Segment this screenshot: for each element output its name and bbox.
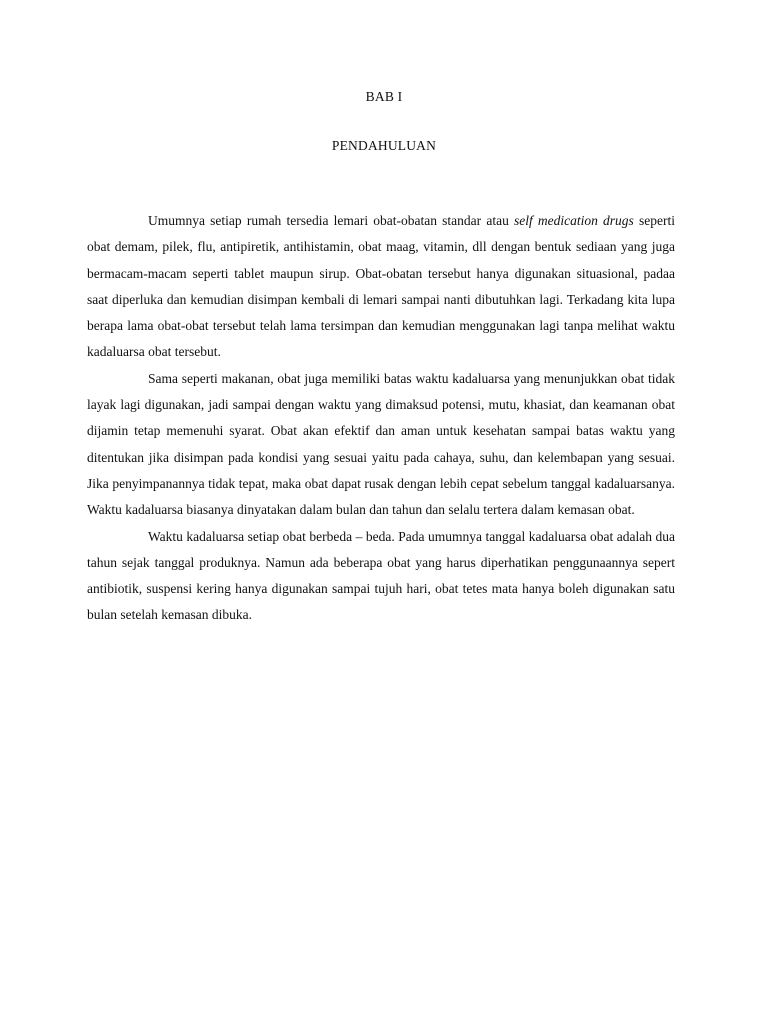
chapter-title: PENDAHULUAN	[331, 138, 437, 153]
paragraph-2: Sama seperti makanan, obat juga memiliki batas waktu kadaluarsa yang menunjukkan obat tidak layak lagi digunakan, jadi sampai dengan waktu yang dimaksud potensi, mutu, khasiat, dan keamanan obat dijamin tetap memenuhi syarat. Obat akan efektif dan aman untuk kesehatan sampai batas waktu yang ditentukan jika disimpan pada kondisi yang sesuai yaitu pada cahaya, suhu, dan kelembapan yang sesuai. Jika penyimpanannya tidak tepat, maka obat dapat rusak dengan lebih cepat sebelum tanggal kadaluarsanya. Waktu kadaluarsa biasanya dinyatakan dalam bulan dan tahun dan selalu tertera dalam kemasan obat.	[87, 370, 675, 518]
paragraph-1-text-start: Umumnya setiap rumah tersedia lemari obat-obatan standar atau	[148, 213, 514, 228]
chapter-heading: BAB I	[365, 89, 403, 104]
paragraph-1-text-end: seperti obat demam, pilek, flu, antipiretik, antihistamin, obat maag, vitamin, dll dengan bentuk sediaan yang juga bermacam-macam seperti tablet maupun sirup. Obat-obatan tersebut hanya digunakan situasional, padaa saat diperluka dan kemudian disimpan kembali di lemari sampai nanti dibutuhkan lagi. Terkadang kita lupa berapa lama obat-obat tersebut telah lama tersimpan dan kemudian menggunakan lagi tanpa melihat waktu kadaluarsa obat tersebut.	[87, 213, 675, 360]
paragraph-3: Waktu kadaluarsa setiap obat berbeda – beda. Pada umumnya tanggal kadaluarsa obat adalah dua tahun sejak tanggal produknya. Namun ada beberapa obat yang harus diperhatikan penggunaannya sepert antibiotik, suspensi kering hanya digunakan sampai tujuh hari, obat tetes mata hanya boleh digunakan satu bulan setelah kemasan dibuka.	[87, 528, 675, 623]
paragraph-1	[87, 208, 675, 366]
document-body	[87, 208, 675, 629]
italic-term: self medication drugs	[513, 213, 634, 228]
